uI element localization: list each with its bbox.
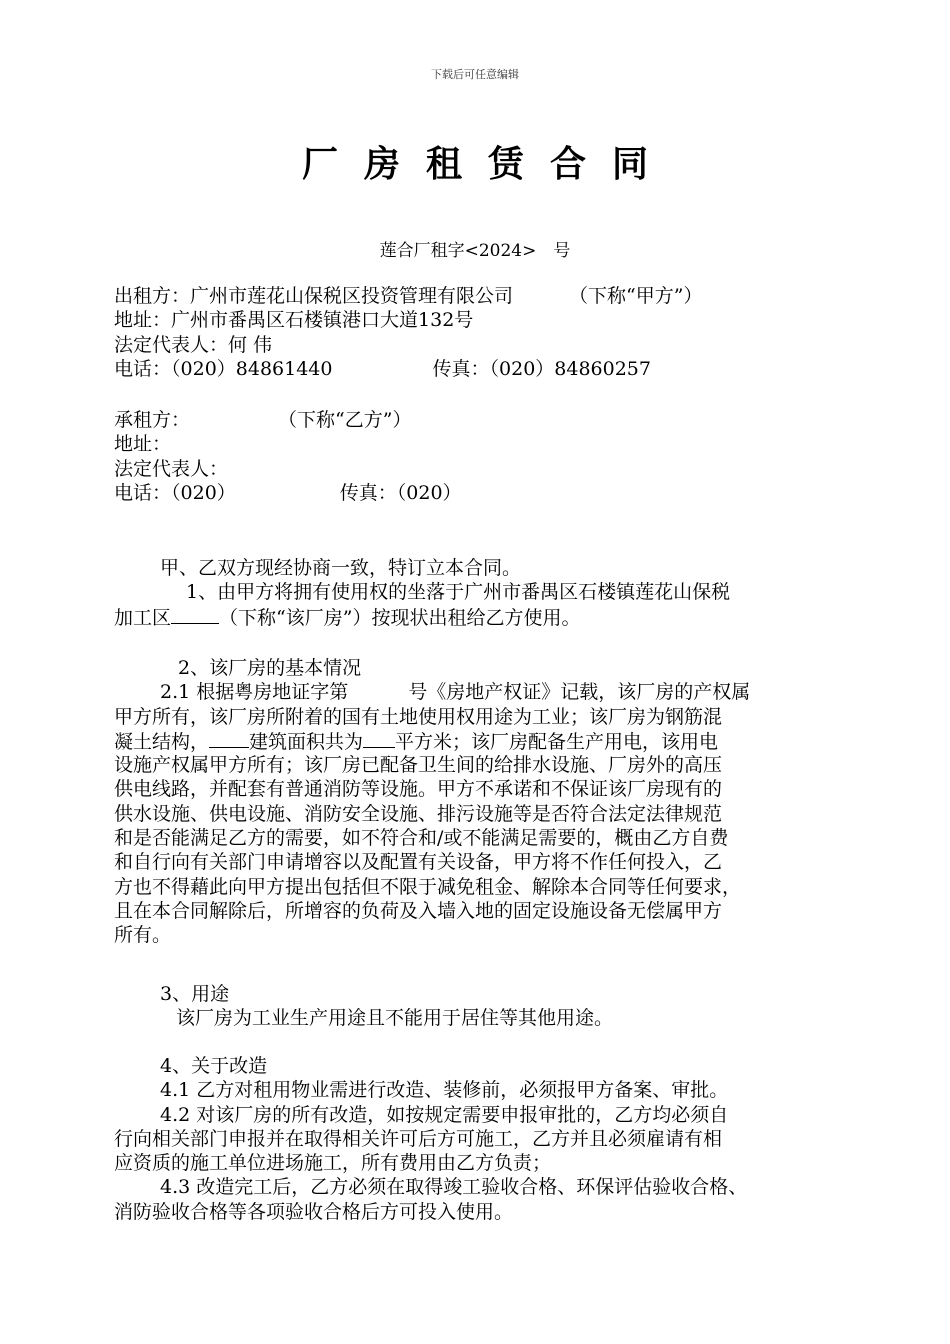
lessee-address-line <box>114 432 844 456</box>
lessor-block <box>114 284 844 381</box>
lessor-contact-line <box>114 357 844 381</box>
clause4-2-line2: 行向相关部门申报并在取得相关许可后方可施工，乙方并且必须雇请有相 <box>114 1127 723 1150</box>
clause2-cert-suffix: 号《房地产权证》记载，该厂房的产权属 <box>408 681 751 704</box>
clause1-blank <box>171 605 219 624</box>
clause2-cert-prefix: 2.1 根据粤房地证字第 <box>160 681 349 704</box>
lessee-name-label: 承租方： <box>114 409 191 431</box>
clause2-area-suffix: 平方米；该厂房配备生产用电，该用电 <box>395 730 719 753</box>
lessor-phone: （020）84861440 <box>171 357 333 380</box>
clause2-line1 <box>114 680 844 704</box>
clause3-block <box>114 982 844 1031</box>
lessor-address-line <box>114 308 844 332</box>
clause1-line2 <box>114 605 844 629</box>
clause4-block <box>114 1054 844 1224</box>
clause4-3-line2: 消防验收合格等各项验收合格后方可投入使用。 <box>114 1200 514 1223</box>
clause2-line5: 供电线路，并配套有普通消防等设施。甲方不承诺和不保证该厂房现有的 <box>114 778 723 801</box>
lessee-name-line <box>114 408 844 432</box>
clause2-line9: 方也不得藉此向甲方提出包括但不限于减免租金、解除本合同等任何要求， <box>114 875 742 898</box>
clause2-line4: 设施产权属甲方所有；该厂房已配备卫生间的给排水设施、厂房外的高压 <box>114 754 723 777</box>
clause4-3-line1: 4.3 改造完工后，乙方必须在取得竣工验收合格、环保评估验收合格、 <box>160 1176 748 1199</box>
clause2-structure-label: 凝土结构， <box>114 730 210 753</box>
lessee-fax: （020） <box>396 481 462 504</box>
lessee-phone: （020） <box>171 481 236 504</box>
clause2-line2: 甲方所有，该厂房所附着的国有土地使用权用途为工业；该厂房为钢筋混 <box>114 705 723 728</box>
lessor-name: 广州市莲花山保税区投资管理有限公司 <box>190 285 514 307</box>
lessor-fax-label: 传真： <box>432 357 490 380</box>
clause2-line3 <box>114 729 844 753</box>
lessor-phone-label: 电话： <box>114 357 172 380</box>
lessor-name-line <box>114 284 844 308</box>
clause1-location-suffix: （下称“该厂房”）按现状出租给乙方使用。 <box>219 606 581 629</box>
clause1-location-prefix: 加工区 <box>114 606 172 629</box>
header-note: 下载后可任意编辑 <box>431 68 519 81</box>
lessee-rep-label: 法定代表人： <box>114 457 229 480</box>
clause2-block <box>114 656 844 948</box>
clause1-line1: 1、由甲方将拥有使用权的坐落于广州市番禺区石楼镇莲花山保税 <box>186 581 731 604</box>
intro-text: 甲、乙双方现经协商一致，特订立本合同。 <box>160 557 522 579</box>
lessor-fax: （020）84860257 <box>489 357 651 380</box>
contract-number: 莲合厂租字<2024> 号 <box>379 241 571 261</box>
lessee-block <box>114 408 844 505</box>
lessor-alias: （下称“甲方”） <box>569 285 703 307</box>
clause2-line8: 和自行向有关部门申请增容以及配置有关设备，甲方将不作任何投入，乙 <box>114 851 723 874</box>
clause4-2-line3: 应资质的施工单位进场施工，所有费用由乙方负责； <box>114 1152 552 1175</box>
lessor-name-label: 出租方： <box>114 285 191 307</box>
lessee-alias: （下称“乙方”） <box>278 409 412 431</box>
clause2-line6: 供水设施、供电设施、消防安全设施、排污设施等是否符合法定法律规范 <box>114 802 723 825</box>
clause2-line11: 所有。 <box>114 924 172 947</box>
clause2-line7: 和是否能满足乙方的需要，如不符合和/或不能满足需要的，概由乙方自费 <box>114 827 729 850</box>
clause2-area-blank <box>363 729 395 748</box>
lessee-address-label: 地址： <box>114 433 172 456</box>
clause4-2-line1: 4.2 对该厂房的所有改造，如按规定需要申报审批的，乙方均必须自 <box>160 1103 729 1126</box>
clause2-line10: 且在本合同解除后，所增容的负荷及入墙入地的固定设施设备无偿属甲方 <box>114 899 723 922</box>
lessor-rep: 何 伟 <box>228 333 273 356</box>
lessee-phone-label: 电话： <box>114 481 172 504</box>
clause4-1: 4.1 乙方对租用物业需进行改造、装修前，必须报甲方备案、审批。 <box>160 1079 729 1102</box>
document-title: 厂房租赁合同 <box>301 143 674 185</box>
clause2-area-label: 建筑面积共为 <box>249 730 364 753</box>
lessor-rep-line <box>114 333 844 357</box>
clause2-heading: 2、该厂房的基本情况 <box>178 657 362 679</box>
intro-block <box>114 556 844 629</box>
lessor-address: 广州市番禺区石楼镇港口大道132号 <box>171 309 474 332</box>
clause4-heading: 4、关于改造 <box>160 1055 268 1077</box>
lessee-fax-label: 传真： <box>339 481 397 504</box>
clause2-structure-blank <box>209 729 249 748</box>
lessor-rep-label: 法定代表人： <box>114 333 229 356</box>
lessee-rep-line <box>114 457 844 481</box>
lessee-contact-line <box>114 481 844 505</box>
lessor-address-label: 地址： <box>114 309 172 332</box>
clause3-text: 该厂房为工业生产用途且不能用于居住等其他用途。 <box>176 1007 614 1030</box>
clause3-heading: 3、用途 <box>160 983 230 1005</box>
